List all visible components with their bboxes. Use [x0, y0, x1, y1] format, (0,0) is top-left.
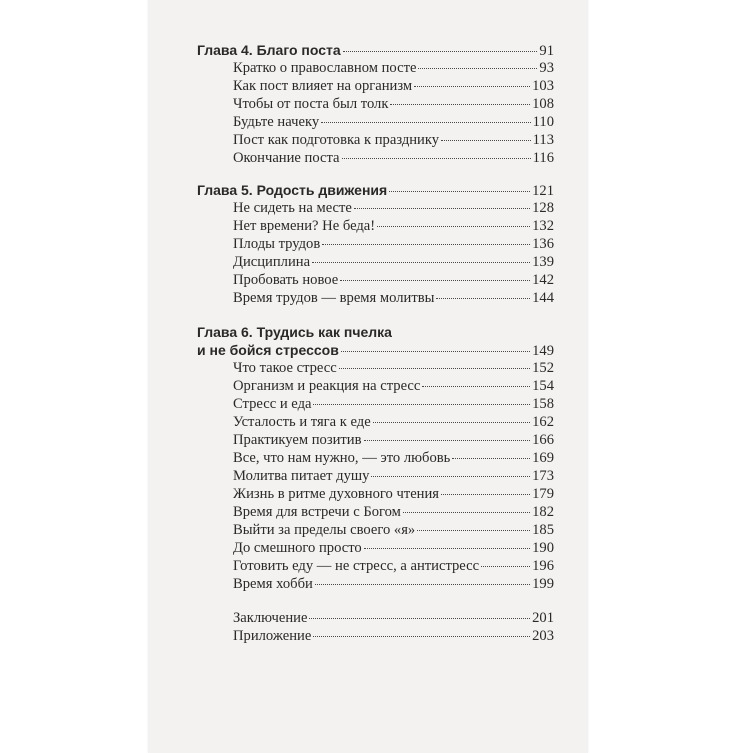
toc-item: [233, 130, 554, 150]
dot-leader: [341, 351, 530, 352]
page-number: 199: [532, 576, 554, 592]
item-title: Выйти за пределы своего «я»: [233, 522, 416, 538]
toc-chapter-5: [197, 180, 554, 200]
page-number: 116: [532, 150, 554, 166]
toc-item: [233, 148, 554, 168]
dot-leader: [371, 476, 530, 477]
toc-item: [233, 484, 554, 504]
item-title: Стресс и еда: [233, 396, 312, 412]
page-number: 149: [532, 343, 554, 359]
page-number: 179: [532, 486, 554, 502]
page-number: 201: [532, 610, 554, 626]
chapter-title: Глава 5. Родость движения: [197, 182, 388, 198]
item-title: Молитва питает душу: [233, 468, 370, 484]
dot-leader: [452, 458, 530, 459]
item-title: Организм и реакция на стресс: [233, 378, 421, 394]
dot-leader: [441, 494, 530, 495]
dot-leader: [414, 86, 530, 87]
toc-item: [233, 94, 554, 114]
page-number: 142: [532, 272, 554, 288]
dot-leader: [340, 280, 530, 281]
item-title: Чтобы от поста был толк: [233, 96, 389, 112]
page-number: 154: [532, 378, 554, 394]
item-title: Практикуем позитив: [233, 432, 362, 448]
chapter-title: и не бойся стрессов: [197, 342, 339, 358]
item-title: Готовить еду — не стресс, а антистресс: [233, 558, 480, 574]
dot-leader: [390, 104, 530, 105]
toc-item: [233, 76, 554, 96]
page-number: 136: [532, 236, 554, 252]
dot-leader: [312, 262, 530, 263]
page-number: 113: [532, 132, 554, 148]
dot-leader: [322, 244, 530, 245]
page-number: 132: [532, 218, 554, 234]
toc-conclusion: [233, 608, 554, 628]
page-number: 121: [532, 183, 554, 199]
item-title: Окончание поста: [233, 150, 340, 166]
toc-item: [233, 538, 554, 558]
toc-item: [233, 252, 554, 272]
item-title: Заключение: [233, 610, 308, 626]
page-number: 162: [532, 414, 554, 430]
dot-leader: [364, 548, 530, 549]
toc-item: [233, 412, 554, 432]
dot-leader: [309, 618, 530, 619]
page-number: 158: [532, 396, 554, 412]
page-number: 128: [532, 200, 554, 216]
toc-item: [233, 574, 554, 594]
toc-item: [233, 358, 554, 378]
dot-leader: [441, 140, 531, 141]
toc-item: [233, 288, 554, 308]
dot-leader: [343, 51, 538, 52]
page-number: 144: [532, 290, 554, 306]
page-number: 91: [539, 43, 554, 59]
item-title: Дисциплина: [233, 254, 311, 270]
toc-item: [233, 216, 554, 236]
item-title: Будьте начеку: [233, 114, 320, 130]
item-title: Не сидеть на месте: [233, 200, 352, 216]
dot-leader: [403, 512, 530, 513]
item-title: Кратко о православном посте: [233, 60, 417, 76]
page-number: 93: [539, 60, 554, 76]
toc-item: [233, 376, 554, 396]
dot-leader: [364, 440, 531, 441]
toc-item: [233, 430, 554, 450]
dot-leader: [313, 636, 530, 637]
page-number: 190: [532, 540, 554, 556]
item-title: Время трудов — время молитвы: [233, 290, 435, 306]
dot-leader: [373, 422, 530, 423]
page-number: 110: [532, 114, 554, 130]
dot-leader: [315, 584, 530, 585]
dot-leader: [481, 566, 530, 567]
dot-leader: [389, 191, 530, 192]
toc-item: [233, 112, 554, 132]
dot-leader: [418, 68, 537, 69]
toc-item: [233, 394, 554, 414]
toc-item: [233, 502, 554, 522]
page-number: 203: [532, 628, 554, 644]
page-number: 173: [532, 468, 554, 484]
page-number: 166: [532, 432, 554, 448]
page-number: 182: [532, 504, 554, 520]
toc-item: [233, 58, 554, 78]
dot-leader: [321, 122, 531, 123]
toc-item: [233, 234, 554, 254]
dot-leader: [436, 298, 530, 299]
toc-item: [233, 520, 554, 540]
page-number: 108: [532, 96, 554, 112]
toc-chapter-6: [197, 340, 554, 360]
dot-leader: [377, 226, 530, 227]
toc-item: [233, 466, 554, 486]
item-title: Как пост влияет на организм: [233, 78, 413, 94]
item-title: Все, что нам нужно, — это любовь: [233, 450, 451, 466]
item-title: Плоды трудов: [233, 236, 321, 252]
item-title: Время хобби: [233, 576, 313, 592]
toc-item: [233, 198, 554, 218]
toc-chapter-4: [197, 40, 554, 60]
item-title: Усталость и тяга к еде: [233, 414, 371, 430]
item-title: Пост как подготовка к празднику: [233, 132, 440, 148]
page-number: 196: [532, 558, 554, 574]
toc-item: [233, 448, 554, 468]
page-number: 169: [532, 450, 554, 466]
page-number: 103: [532, 78, 554, 94]
item-title: Приложение: [233, 628, 312, 644]
toc-item: [233, 270, 554, 290]
chapter-title: Глава 4. Благо поста: [197, 42, 341, 58]
page-number: 185: [532, 522, 554, 538]
dot-leader: [313, 404, 530, 405]
dot-leader: [354, 208, 530, 209]
page-number: 139: [532, 254, 554, 270]
page-number: 152: [532, 360, 554, 376]
dot-leader: [417, 530, 530, 531]
dot-leader: [339, 368, 530, 369]
toc-appendix: [233, 626, 554, 646]
dot-leader: [342, 158, 531, 159]
item-title: Пробовать новое: [233, 272, 339, 288]
toc-chapter-6-title-line1: Глава 6. Трудись как пчелка: [197, 324, 392, 340]
dot-leader: [422, 386, 530, 387]
toc-item: [233, 556, 554, 576]
item-title: Что такое стресс: [233, 360, 337, 376]
item-title: Нет времени? Не беда!: [233, 218, 376, 234]
item-title: До смешного просто: [233, 540, 362, 556]
item-title: Время для встречи с Богом: [233, 504, 401, 520]
item-title: Жизнь в ритме духовного чтения: [233, 486, 440, 502]
